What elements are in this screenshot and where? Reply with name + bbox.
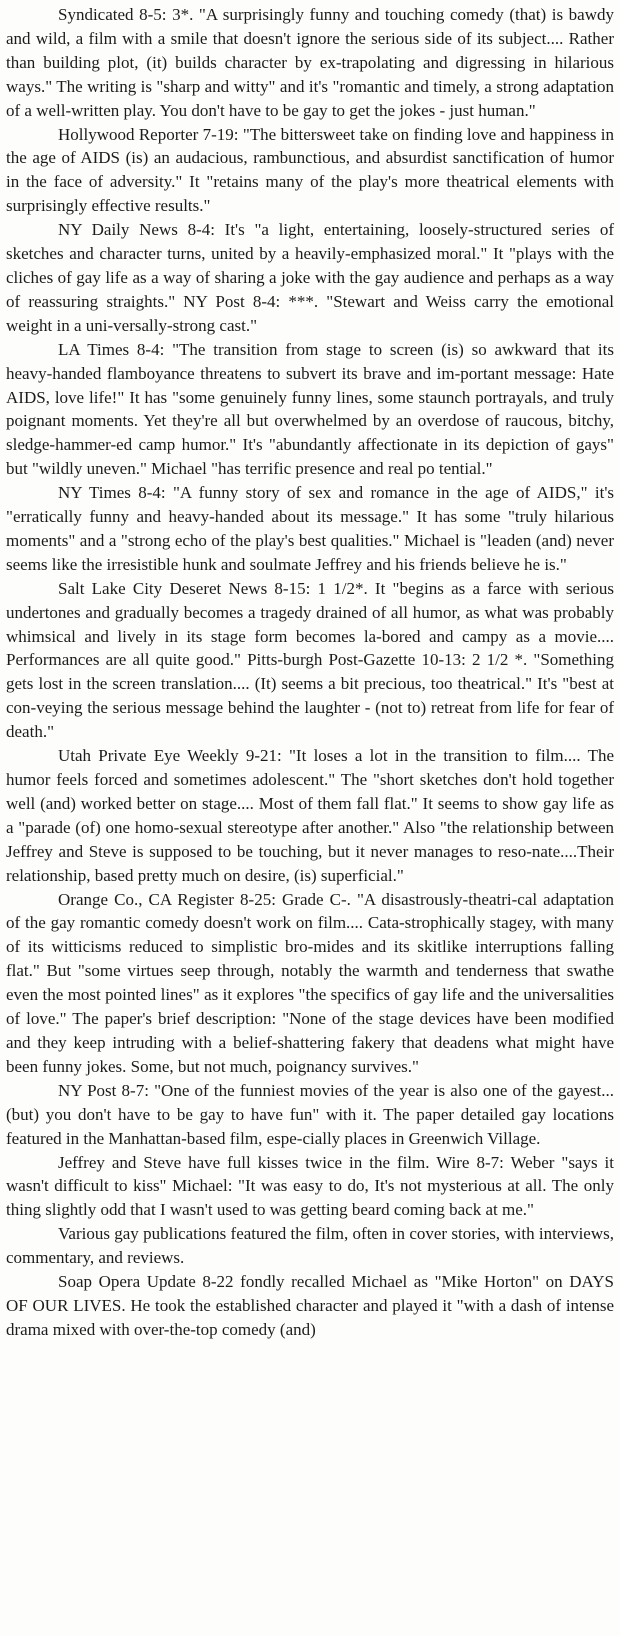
paragraph-syndicated-review: Syndicated 8-5: 3*. "A surprisingly funny and touching comedy (that) is bawdy and wild, a film with a smile that doesn't ignore the serious side of its subject.... Rather than building plot, (it) builds character by ex-trapolating and digressing in hilarious ways." The writing is "sharp and witty" and it's "romantic and timely, a strong adaptation of a well-written play. You don't have to be gay to get the jokes - just human." [6,5,614,120]
paragraph-ny-times-review: NY Times 8-4: "A funny story of sex and romance in the age of AIDS," it's "erratically funny and heavy-handed about its message." It has some "truly hilarious moments" and a "strong echo of the play's best qualities." Michael is "leaden (and) never seems like the irresistible hunk and soulmate Jeffrey and his friends believe he is." [6,483,614,574]
paragraph-ny-daily-news-review: NY Daily News 8-4: It's "a light, entertaining, loosely-structured series of sketches and character turns, united by a heavily-emphasized moral." It "plays with the cliches of gay life as a way of sharing a joke with the gay audience and perhaps as a way of reassuring straights." NY Post 8-4: ***. "Stewart and Weiss carry the emotional weight in a uni-versally-strong cast." [6,220,614,335]
paragraph-ny-post-review: NY Post 8-7: "One of the funniest movies of the year is also one of the gayest...(but) you don't have to be gay to have fun" with it. The paper detailed gay locations featured in the Manhattan-based film, espe-cially places in Greenwich Village. [6,1080,614,1148]
paragraph-kisses-note: Jeffrey and Steve have full kisses twice in the film. Wire 8-7: Weber "says it wasn't difficult to kiss" Michael: "It was easy to do, It's not mysterious at all. The only thing slightly odd that I wasn't used to was getting beard coming back at me." [6,1152,614,1220]
paragraph-orange-county-register-review: Orange Co., CA Register 8-25: Grade C-. "A disastrously-theatri-cal adaptation of the gay romantic comedy doesn't work on film.... Cata-strophically stagey, with many of its witticisms reduced to simplistic bro-mides and its skitlike interruptions falling flat." But "some virtues seep through, notably the warmth and tenderness that swathe even the most pointed lines" as it explores "the specifics of gay life and the universalities of love." The paper's brief description: "None of the stage devices have been modified and they keep intruding with a belief-shattering fakery that deadens what might have been funny jokes. Some, but not much, poignancy survives." [6,889,614,1076]
paragraph-la-times-review: LA Times 8-4: "The transition from stage to screen (is) so awkward that its heavy-handed flamboyance threatens to subvert its brave and im-portant message: Hate AIDS, love life!" It has "some genuinely funny lines, some staunch portrayals, and truly poignant moments. Yet they're all but overwhelmed by an overdose of raucous, bitchy, sledge-hammer-ed camp humor." It's "abundantly affectionate in its depiction of gays" but "wildly uneven." Michael "has terrific presence and real po tential." [6,339,614,479]
paragraph-deseret-news-review: Salt Lake City Deseret News 8-15: 1 1/2*. It "begins as a farce with serious undertones and gradually becomes a tragedy drained of all humor, as what was probably whimsical and lively in its stage form becomes la-bored and campy as a movie.... Performances are all quite good." Pitts-burgh Post-Gazette 10-13: 2 1/2 *. "Something gets lost in the screen translation.... (It) seems a bit precious, too theatrical." It's "best at con-veying the serious message behind the laughter - (not to) retreat from life for fear of death." [6,578,614,742]
paragraph-hollywood-reporter-review: Hollywood Reporter 7-19: "The bittersweet take on finding love and happiness in the age of AIDS (is) an audacious, rambunctious, and absurdist sanctification of humor in the face of adversity." It "retains many of the play's more theatrical elements with surprisingly effective results." [6,124,614,216]
paragraph-utah-private-eye-review: Utah Private Eye Weekly 9-21: "It loses a lot in the transition to film.... The humor feels forced and sometimes adolescent." The "short sketches don't hold together well (and) worked better on stage.... Most of them fall flat." It seems to show gay life as a "parade (of) one homo-sexual stereotype after another." Also "the relationship between Jeffrey and Steve is supposed to be touching, but it never manages to reso-nate....Their relationship, based pretty much on desire, (is) superficial." [6,746,614,885]
paragraph-soap-opera-update: Soap Opera Update 8-22 fondly recalled Michael as "Mike Horton" on DAYS OF OUR LIVES. He took the established character and played it "with a dash of intense drama mixed with over-the-top comedy (and) [6,1272,614,1339]
paragraph-gay-publications-note: Various gay publications featured the film, often in cover stories, with interviews, commentary, and reviews. [6,1224,614,1268]
